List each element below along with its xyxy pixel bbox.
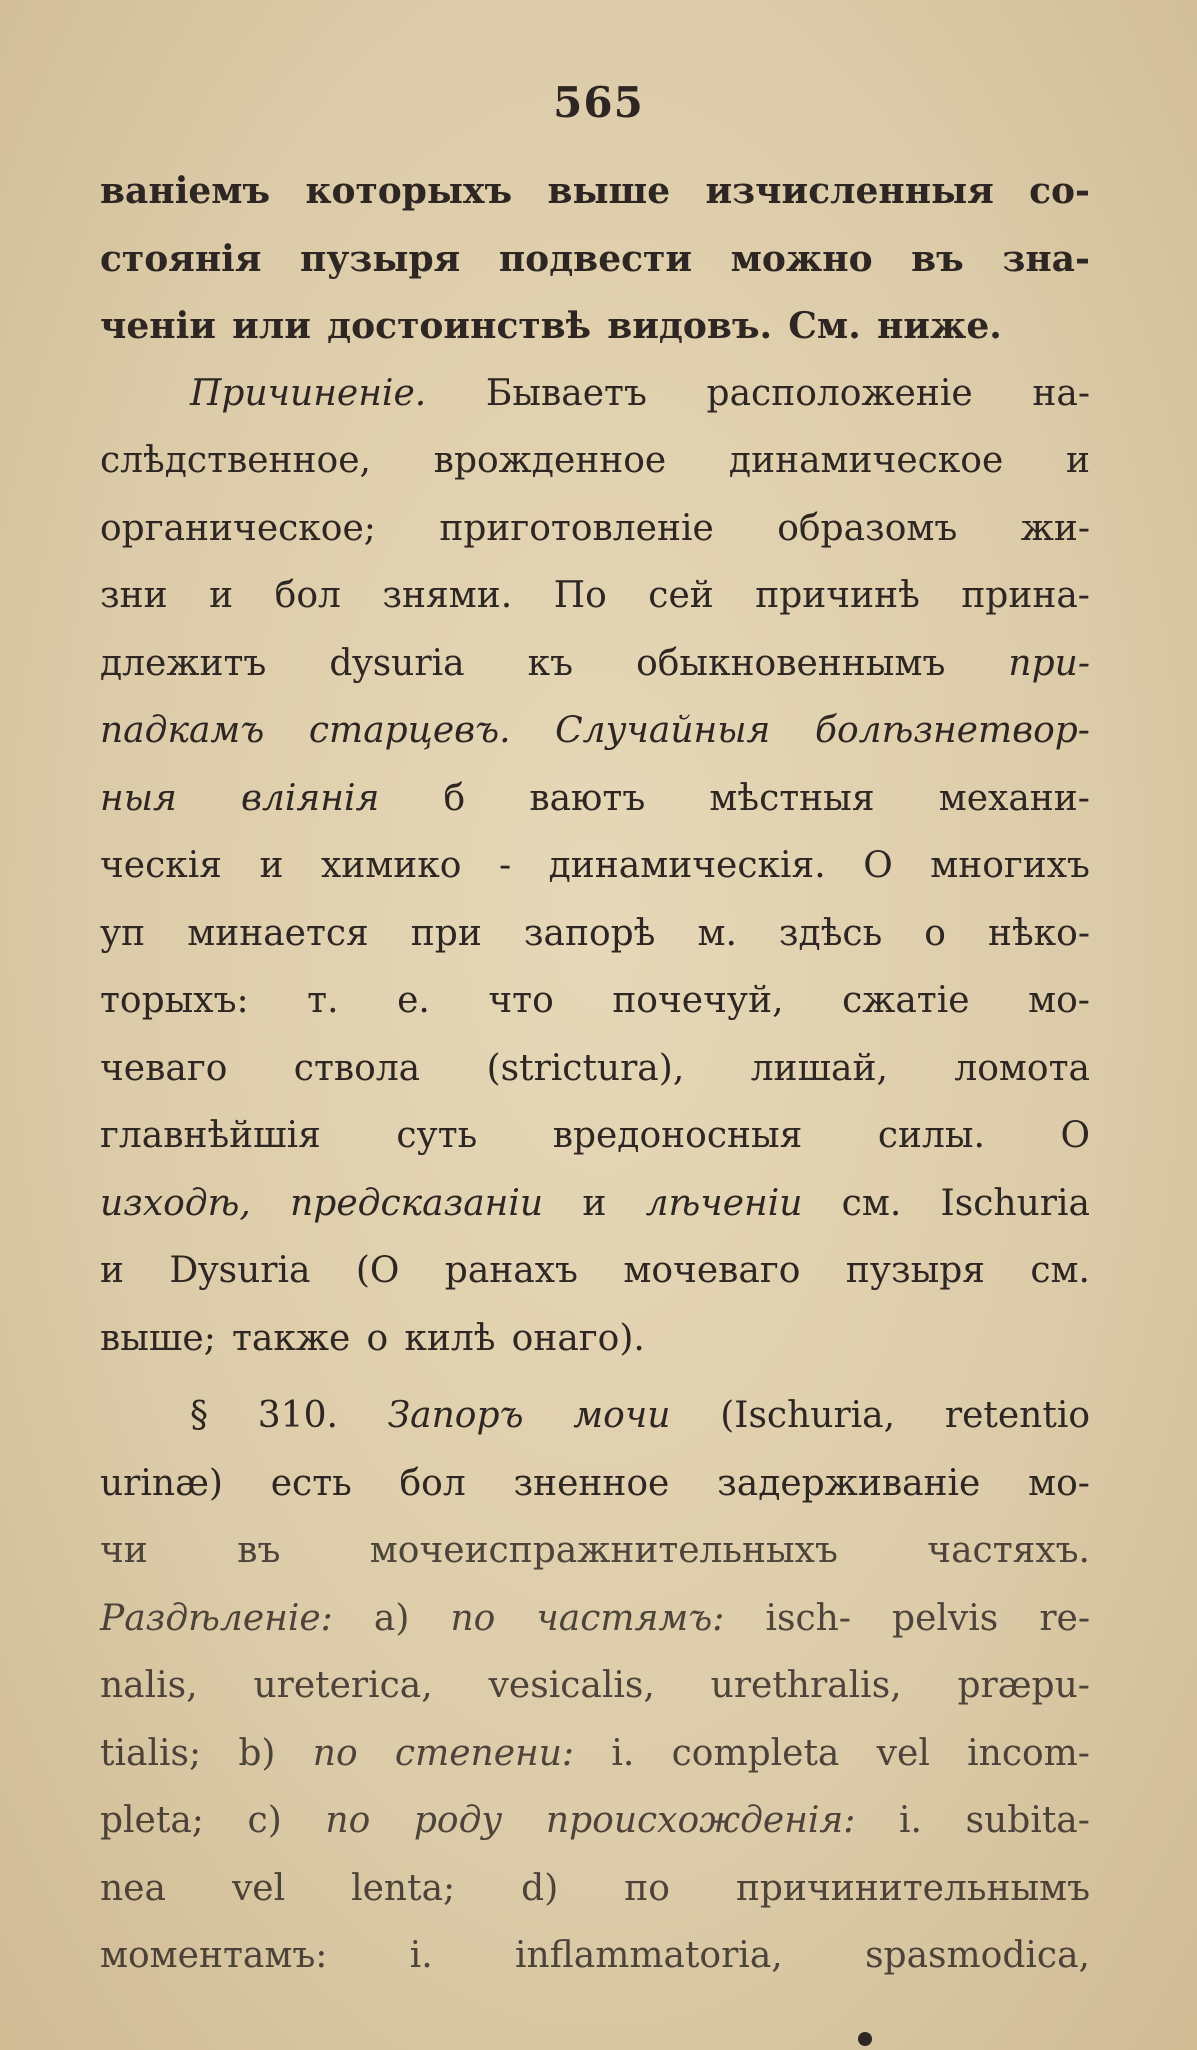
word: запорѣ [523, 912, 656, 954]
word: § [190, 1395, 208, 1436]
word: болѣзнетвор- [815, 710, 1090, 751]
word: въ [237, 1530, 281, 1571]
word: Dysuria [169, 1250, 311, 1291]
word: Запоръ [387, 1395, 524, 1436]
word: минается [187, 912, 369, 954]
word: ваніемъ [100, 170, 271, 212]
text-line [100, 845, 1090, 913]
word: органическое; [100, 507, 376, 549]
word: ниже. [876, 305, 1002, 347]
text-line [100, 1935, 1090, 2003]
word: динамическое [728, 440, 1004, 481]
word: знями. [382, 575, 513, 616]
word: urethralis, [710, 1665, 902, 1706]
text-line [100, 1115, 1090, 1183]
word: чеваго [100, 1047, 228, 1089]
word: см. [841, 1182, 902, 1224]
word: и [209, 575, 234, 616]
word: главнѣйшія [100, 1115, 321, 1156]
word: lenta; [351, 1867, 456, 1909]
word: на- [1032, 372, 1090, 414]
text-line [100, 1395, 1090, 1463]
word: химико [321, 845, 462, 886]
word: происхожденія: [545, 1800, 856, 1841]
word: обыкновеннымъ [636, 642, 946, 684]
word: предсказаніи [290, 1182, 544, 1224]
word: Причиненіе. [190, 372, 427, 414]
text-line [100, 778, 1090, 846]
word: уп [100, 912, 146, 954]
word: въ [911, 237, 964, 280]
word: выше [547, 170, 671, 212]
word: i. [611, 1732, 635, 1774]
text-line [100, 980, 1090, 1048]
word: isch- [765, 1597, 851, 1639]
word: vesicalis, [488, 1665, 655, 1706]
word: приготовленіе [439, 507, 714, 549]
word: præpu- [957, 1665, 1090, 1706]
word: ствола [293, 1047, 421, 1089]
word: почечуй, [612, 980, 784, 1021]
word: б [443, 777, 466, 819]
word: изходѣ, [100, 1182, 251, 1224]
word: c) [247, 1800, 282, 1841]
word: re- [1039, 1597, 1090, 1639]
word: ломота [954, 1047, 1090, 1089]
word: Ischuria [940, 1182, 1090, 1224]
word: механи- [938, 777, 1090, 819]
word: a) [373, 1597, 410, 1639]
word: ченіи [100, 305, 216, 347]
word: что [488, 980, 554, 1021]
word: мочи [573, 1395, 671, 1436]
text-line [100, 575, 1090, 643]
text-line [100, 913, 1090, 981]
word: мо- [1028, 980, 1090, 1021]
word: врожденное [433, 440, 667, 481]
word: pleta; [100, 1800, 204, 1841]
word: изчисленныя [705, 170, 994, 212]
word: килѣ [404, 1317, 496, 1359]
word: динамическія. [548, 845, 826, 886]
word: inflammatoria, [515, 1935, 783, 1976]
word: и [1065, 440, 1090, 481]
text-line [100, 238, 1090, 306]
word: О [863, 845, 893, 886]
word: роду [413, 1800, 503, 1841]
word: нѣко- [987, 912, 1090, 954]
word: ныя [100, 777, 177, 819]
text-line [100, 170, 1090, 238]
text-line [100, 710, 1090, 778]
word: силы. [877, 1115, 985, 1156]
word: задерживаніе [717, 1462, 981, 1504]
word: причинительнымъ [735, 1867, 1090, 1909]
word: длежитъ [100, 642, 267, 684]
word: зна- [1002, 237, 1090, 280]
word: здѣсь [778, 912, 883, 954]
text-line [100, 1250, 1090, 1318]
word: сжатіе [842, 980, 970, 1021]
word: мо- [1028, 1462, 1090, 1504]
word: о [366, 1317, 389, 1359]
word: достоинствѣ [327, 305, 592, 347]
word: по [312, 1732, 358, 1774]
word: i. [899, 1800, 922, 1841]
text-line [100, 440, 1090, 508]
word: степени: [394, 1732, 575, 1774]
word: vel [231, 1867, 286, 1909]
word: т. [307, 980, 339, 1021]
word: urinæ) [100, 1462, 223, 1504]
word: лѣченіи [645, 1182, 803, 1224]
text-line [100, 1665, 1090, 1733]
text-line [100, 1048, 1090, 1116]
word: incom- [967, 1732, 1090, 1774]
word: о [924, 912, 946, 954]
word: Бываетъ [485, 372, 647, 414]
word: по [450, 1597, 496, 1639]
word: - [498, 845, 512, 886]
word: подвести [498, 237, 693, 280]
word: мочеиспражнительныхъ [369, 1530, 838, 1571]
word: видовъ. [607, 305, 773, 347]
word: см. [1030, 1250, 1090, 1291]
word: vel [876, 1732, 930, 1774]
word: зненное [513, 1462, 670, 1504]
text-line [100, 373, 1090, 441]
word: старцевъ. [308, 710, 511, 751]
word: и [582, 1182, 607, 1224]
word: или [232, 305, 311, 347]
word: моментамъ: [100, 1935, 328, 1976]
word: Раздѣленіе: [100, 1597, 333, 1639]
page-number: 565 [553, 78, 644, 127]
word: (Ischuria, [720, 1395, 896, 1436]
word: i. [409, 1935, 433, 1976]
word: со- [1029, 170, 1090, 212]
word: м. [697, 912, 737, 954]
word: (strictura), [486, 1047, 685, 1089]
ink-mark [858, 2032, 872, 2046]
word: и [100, 1250, 124, 1291]
word: къ [527, 642, 574, 684]
word: также [232, 1317, 351, 1359]
word: ранахъ [444, 1250, 578, 1291]
word: ureterica, [253, 1665, 433, 1706]
word: суть [396, 1115, 478, 1156]
text-line [100, 1463, 1090, 1531]
word: можно [730, 237, 873, 280]
word: при [410, 912, 482, 954]
word: (О [355, 1250, 400, 1291]
word: tialis; [100, 1732, 202, 1774]
word: чи [100, 1530, 148, 1571]
word: бол [274, 575, 341, 616]
word: вредоносныя [552, 1115, 803, 1156]
word: nea [100, 1867, 166, 1909]
word: жи- [1020, 507, 1090, 549]
word: subita- [965, 1800, 1090, 1841]
word: зни [100, 575, 168, 616]
word: слѣдственное, [100, 440, 371, 481]
word: при- [1008, 642, 1090, 684]
word: retentio [944, 1395, 1090, 1436]
word: по [624, 1867, 670, 1909]
word: которыхъ [305, 170, 513, 212]
word: ваютъ [529, 777, 646, 819]
word: пузыря [300, 237, 461, 280]
word: мѣстныя [709, 777, 875, 819]
word: pelvis [892, 1597, 999, 1639]
page-body-text [100, 170, 1090, 2003]
word: частяхъ. [927, 1530, 1090, 1571]
word: b) [238, 1732, 276, 1774]
word: бол [399, 1462, 466, 1504]
word: падкамъ [100, 710, 265, 751]
word: spasmodica, [865, 1935, 1090, 1976]
word: е. [397, 980, 430, 1021]
word: образомъ [777, 507, 958, 549]
word: сей [648, 575, 714, 616]
word: частямъ: [536, 1597, 725, 1639]
word: по [325, 1800, 371, 1841]
word: причинѣ [755, 575, 920, 616]
text-line [100, 1800, 1090, 1868]
word: пузыря [845, 1250, 985, 1291]
word: См. [788, 305, 861, 347]
word: По [553, 575, 607, 616]
word: прина- [961, 575, 1090, 616]
word: выше; [100, 1317, 216, 1359]
text-line [100, 1868, 1090, 1936]
word: торыхъ: [100, 980, 249, 1021]
text-line [100, 1733, 1090, 1801]
text-line [100, 1318, 1090, 1386]
word: вліянія [241, 777, 380, 819]
text-line [100, 305, 1090, 373]
text-line [100, 643, 1090, 711]
word: nalis, [100, 1665, 198, 1706]
word: стоянія [100, 237, 262, 280]
word: расположеніе [706, 372, 973, 414]
text-line [100, 1183, 1090, 1251]
word: completa [671, 1732, 840, 1774]
word: и [259, 845, 284, 886]
word: многихъ [930, 845, 1090, 886]
word: онаго). [511, 1317, 645, 1359]
word: d) [521, 1867, 559, 1909]
word: мочеваго [623, 1250, 801, 1291]
text-line [100, 1530, 1090, 1598]
text-line [100, 1598, 1090, 1666]
word: есть [270, 1462, 352, 1504]
word: О [1060, 1115, 1090, 1156]
word: лишай, [750, 1047, 888, 1089]
word: ческія [100, 845, 222, 886]
text-line [100, 508, 1090, 576]
word: dysuria [329, 642, 465, 684]
word: Случайныя [555, 710, 771, 751]
word: 310. [257, 1395, 338, 1436]
